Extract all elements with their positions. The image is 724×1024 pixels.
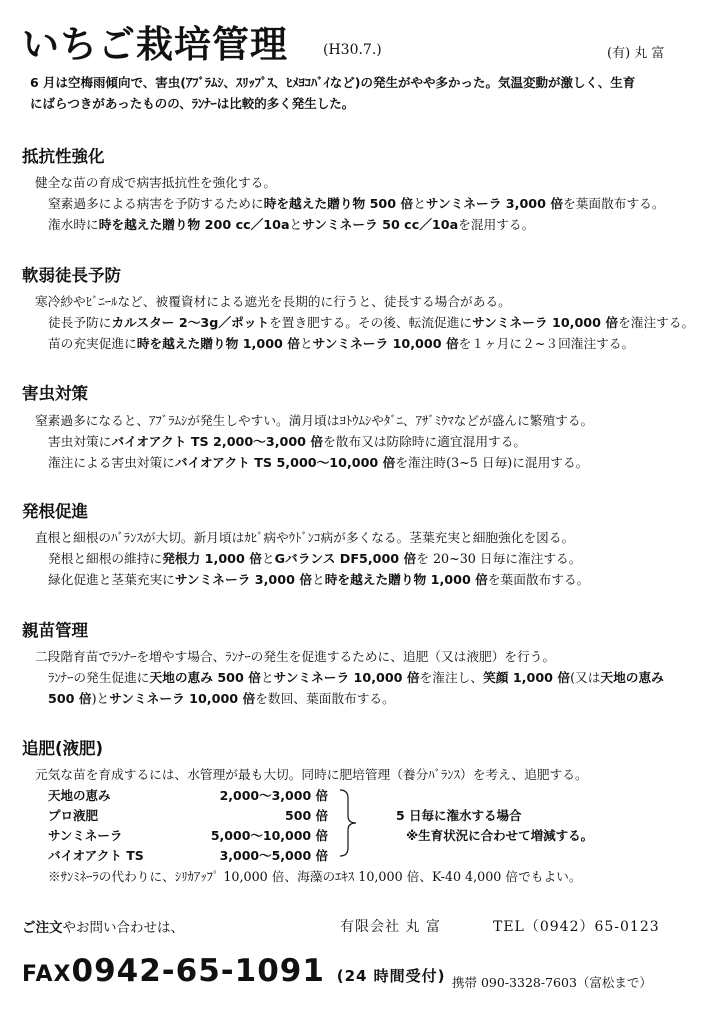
section-text: 潅水時に時を越えた贈り物 200 cc／10aとサンミネーラ 50 cc／10aを混用する。 (48, 217, 535, 232)
section-heading: 抵抗性強化 (22, 147, 105, 166)
section-text: 寒冷紗やﾋﾞﾆｰﾙなど、被覆資材による遮光を長期的に行うと、徒長する場合がある。 (35, 294, 511, 309)
section-heading: 軟弱徒長予防 (22, 266, 121, 285)
section-text: 苗の充実促進に時を越えた贈り物 1,000 倍とサンミネーラ 10,000 倍を１ヶ月に２~３回潅注する。 (48, 336, 635, 351)
fertilizer-name: サンミネーラ (48, 828, 123, 843)
fertilizer-amount: 500 倍 (285, 808, 328, 823)
mobile-number: 携帯 090-3328-7603（富松まで） (452, 975, 652, 990)
section-text: 二段階育苗でﾗﾝﾅｰを増やす場合、ﾗﾝﾅｰの発生を促進するために、追肥（又は液肥）を行う。 (35, 649, 556, 664)
fertilizer-name: プロ液肥 (48, 808, 99, 823)
section-heading: 親苗管理 (22, 621, 88, 640)
page-title: いちご栽培管理 (22, 23, 288, 66)
section-text: 500 倍)とサンミネーラ 10,000 倍を数回、葉面散布する。 (48, 691, 395, 706)
issue-date: (H30.7.) (323, 42, 382, 58)
fertilizer-name: 天地の恵み (48, 788, 111, 803)
phone-number: TEL（0942）65-0123 (493, 919, 660, 935)
fertilizer-amount: 3,000～5,000 倍 (219, 848, 328, 863)
section-text: 緑化促進と茎葉充実にサンミネーラ 3,000 倍と時を越えた贈り物 1,000 倍を葉面散布する。 (48, 572, 590, 587)
section-text: 健全な苗の育成で病害抵抗性を強化する。 (35, 175, 277, 190)
fertilizer-name: バイオアクト TS (48, 848, 144, 863)
section-text: 発根と細根の維持に発根力 1,000 倍とGバランス DF5,000 倍を 20~30 日毎に潅注する。 (48, 551, 582, 566)
order-text: ご注文やお問い合わせは、 (22, 920, 184, 936)
footnote: ※ｻﾝﾐﾈｰﾗの代わりに、ｼﾘｶｱｯﾌﾟ 10,000 倍、海藻のｴｷｽ 10,000 倍、K-40 4,000 倍でもよい。 (48, 869, 582, 884)
intro-line-1: 6 月は空梅雨傾向で、害虫(ｱﾌﾞﾗﾑｼ、ｽﾘｯﾌﾟｽ、ﾋﾒﾖｺﾊﾞｲなど)の発生がやや多かった。気温変動が激しく、生育 (30, 75, 636, 90)
section-text: 潅注による害虫対策にバイオアクト TS 5,000～10,000 倍を潅注時(3~5 日毎)に混用する。 (48, 455, 589, 470)
watering-note: 5 日毎に潅水する場合 (396, 808, 522, 823)
brace-icon (338, 789, 360, 857)
section-text: 害虫対策にバイオアクト TS 2,000～3,000 倍を散布又は防除時に適宜混用する。 (48, 434, 527, 449)
footer-company: 有限会社 丸 富 (340, 919, 441, 935)
fax-number: FAX0942-65-1091 (24 時間受付) (22, 953, 446, 989)
section-text: 直根と細根のﾊﾞﾗﾝｽが大切。新月頃はｶﾋﾞ病やｳﾄﾞﾝｺ病が多くなる。茎葉充実と細胞強化を図る。 (35, 530, 575, 545)
section-heading: 発根促進 (22, 502, 88, 521)
fertilizer-amount: 5,000～10,000 倍 (210, 828, 328, 843)
adjust-note: ※生育状況に合わせて増減する。 (406, 828, 594, 843)
intro-line-2: にばらつきがあったものの、ﾗﾝﾅｰは比較的多く発生した。 (30, 96, 355, 111)
fertilizer-amount: 2,000～3,000 倍 (219, 788, 328, 803)
section-text: 元気な苗を育成するには、水管理が最も大切。同時に肥培管理（養分ﾊﾞﾗﾝｽ）を考え、追肥する。 (35, 767, 588, 782)
section-heading: 追肥(液肥) (22, 739, 104, 758)
company-name: (有) 丸 富 (607, 46, 665, 61)
section-text: 徒長予防にカルスター 2～3g／ポットを置き肥する。その後、転流促進にサンミネーラ 10,000 倍を潅注する。 (48, 315, 695, 330)
section-text: 窒素過多になると、ｱﾌﾞﾗﾑｼが発生しやすい。満月頃はﾖﾄｳﾑｼやﾀﾞﾆ、ｱｻﾞﾐｳﾏなどが盛んに繁殖する。 (35, 413, 594, 428)
section-text: 窒素過多による病害を予防するために時を越えた贈り物 500 倍とサンミネーラ 3,000 倍を葉面散布する。 (48, 196, 665, 211)
section-heading: 害虫対策 (22, 384, 88, 403)
section-text: ﾗﾝﾅｰの発生促進に天地の恵み 500 倍とサンミネーラ 10,000 倍を潅注し、笑顔 1,000 倍(又は天地の恵み (48, 670, 664, 685)
